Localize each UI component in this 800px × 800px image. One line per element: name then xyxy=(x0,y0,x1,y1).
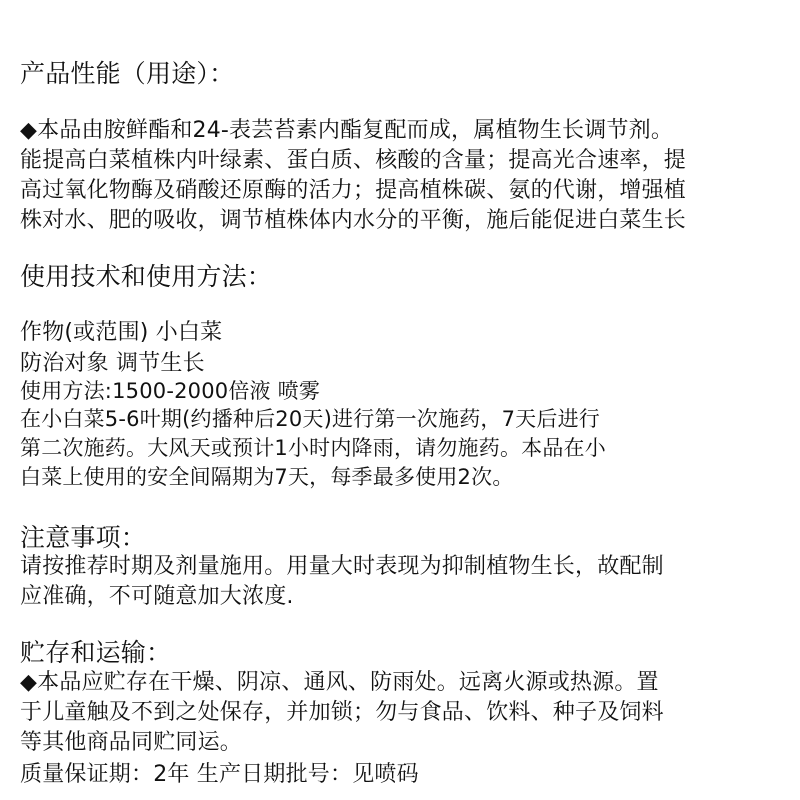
usage-line-3: 白菜上使用的安全间隔期为7天，每季最多使用2次。 xyxy=(20,465,514,489)
shelf-life: 质量保证期：2年 生产日期批号：见喷码 xyxy=(20,762,419,787)
performance-line-1: ◆本品由胺鲜酯和24-表芸苔素内酯复配而成，属植物生长调节剂。 xyxy=(20,118,674,143)
usage-crop: 作物(或范围) 小白菜 xyxy=(20,320,223,345)
storage-line-3: 等其他商品同贮同运。 xyxy=(20,730,243,755)
performance-line-4: 株对水、肥的吸收，调节植株体内水分的平衡，施后能促进白菜生长 xyxy=(20,208,687,233)
usage-heading: 使用技术和使用方法： xyxy=(20,262,273,291)
performance-heading: 产品性能（用途）： xyxy=(20,59,235,88)
storage-line-1: ◆本品应贮存在干燥、阴凉、通风、防雨处。远离火源或热源。置 xyxy=(20,670,659,695)
performance-line-3: 高过氧化物酶及硝酸还原酶的活力；提高植株碳、氨的代谢，增强植 xyxy=(20,178,687,203)
precautions-heading: 注意事项： xyxy=(20,523,147,552)
precautions-line-1: 请按推荐时期及剂量施用。用量大时表现为抑制植物生长，故配制 xyxy=(20,554,664,579)
precautions-line-2: 应准确，不可随意加大浓度. xyxy=(20,584,294,609)
usage-method: 使用方法:1500-2000倍液 喷雾 xyxy=(20,379,321,403)
storage-line-2: 于儿童触及不到之处保存，并加锁；勿与食品、饮料、种子及饲料 xyxy=(20,700,664,725)
usage-target: 防治对象 调节生长 xyxy=(20,351,205,376)
usage-line-1: 在小白菜5-6叶期(约播种后20天)进行第一次施药，7天后进行 xyxy=(20,407,600,431)
performance-line-2: 能提高白菜植株内叶绿素、蛋白质、核酸的含量；提高光合速率，提 xyxy=(20,148,687,173)
storage-heading: 贮存和运输： xyxy=(20,638,172,667)
usage-line-2: 第二次施药。大风天或预计1小时内降雨，请勿施药。本品在小 xyxy=(20,436,606,460)
